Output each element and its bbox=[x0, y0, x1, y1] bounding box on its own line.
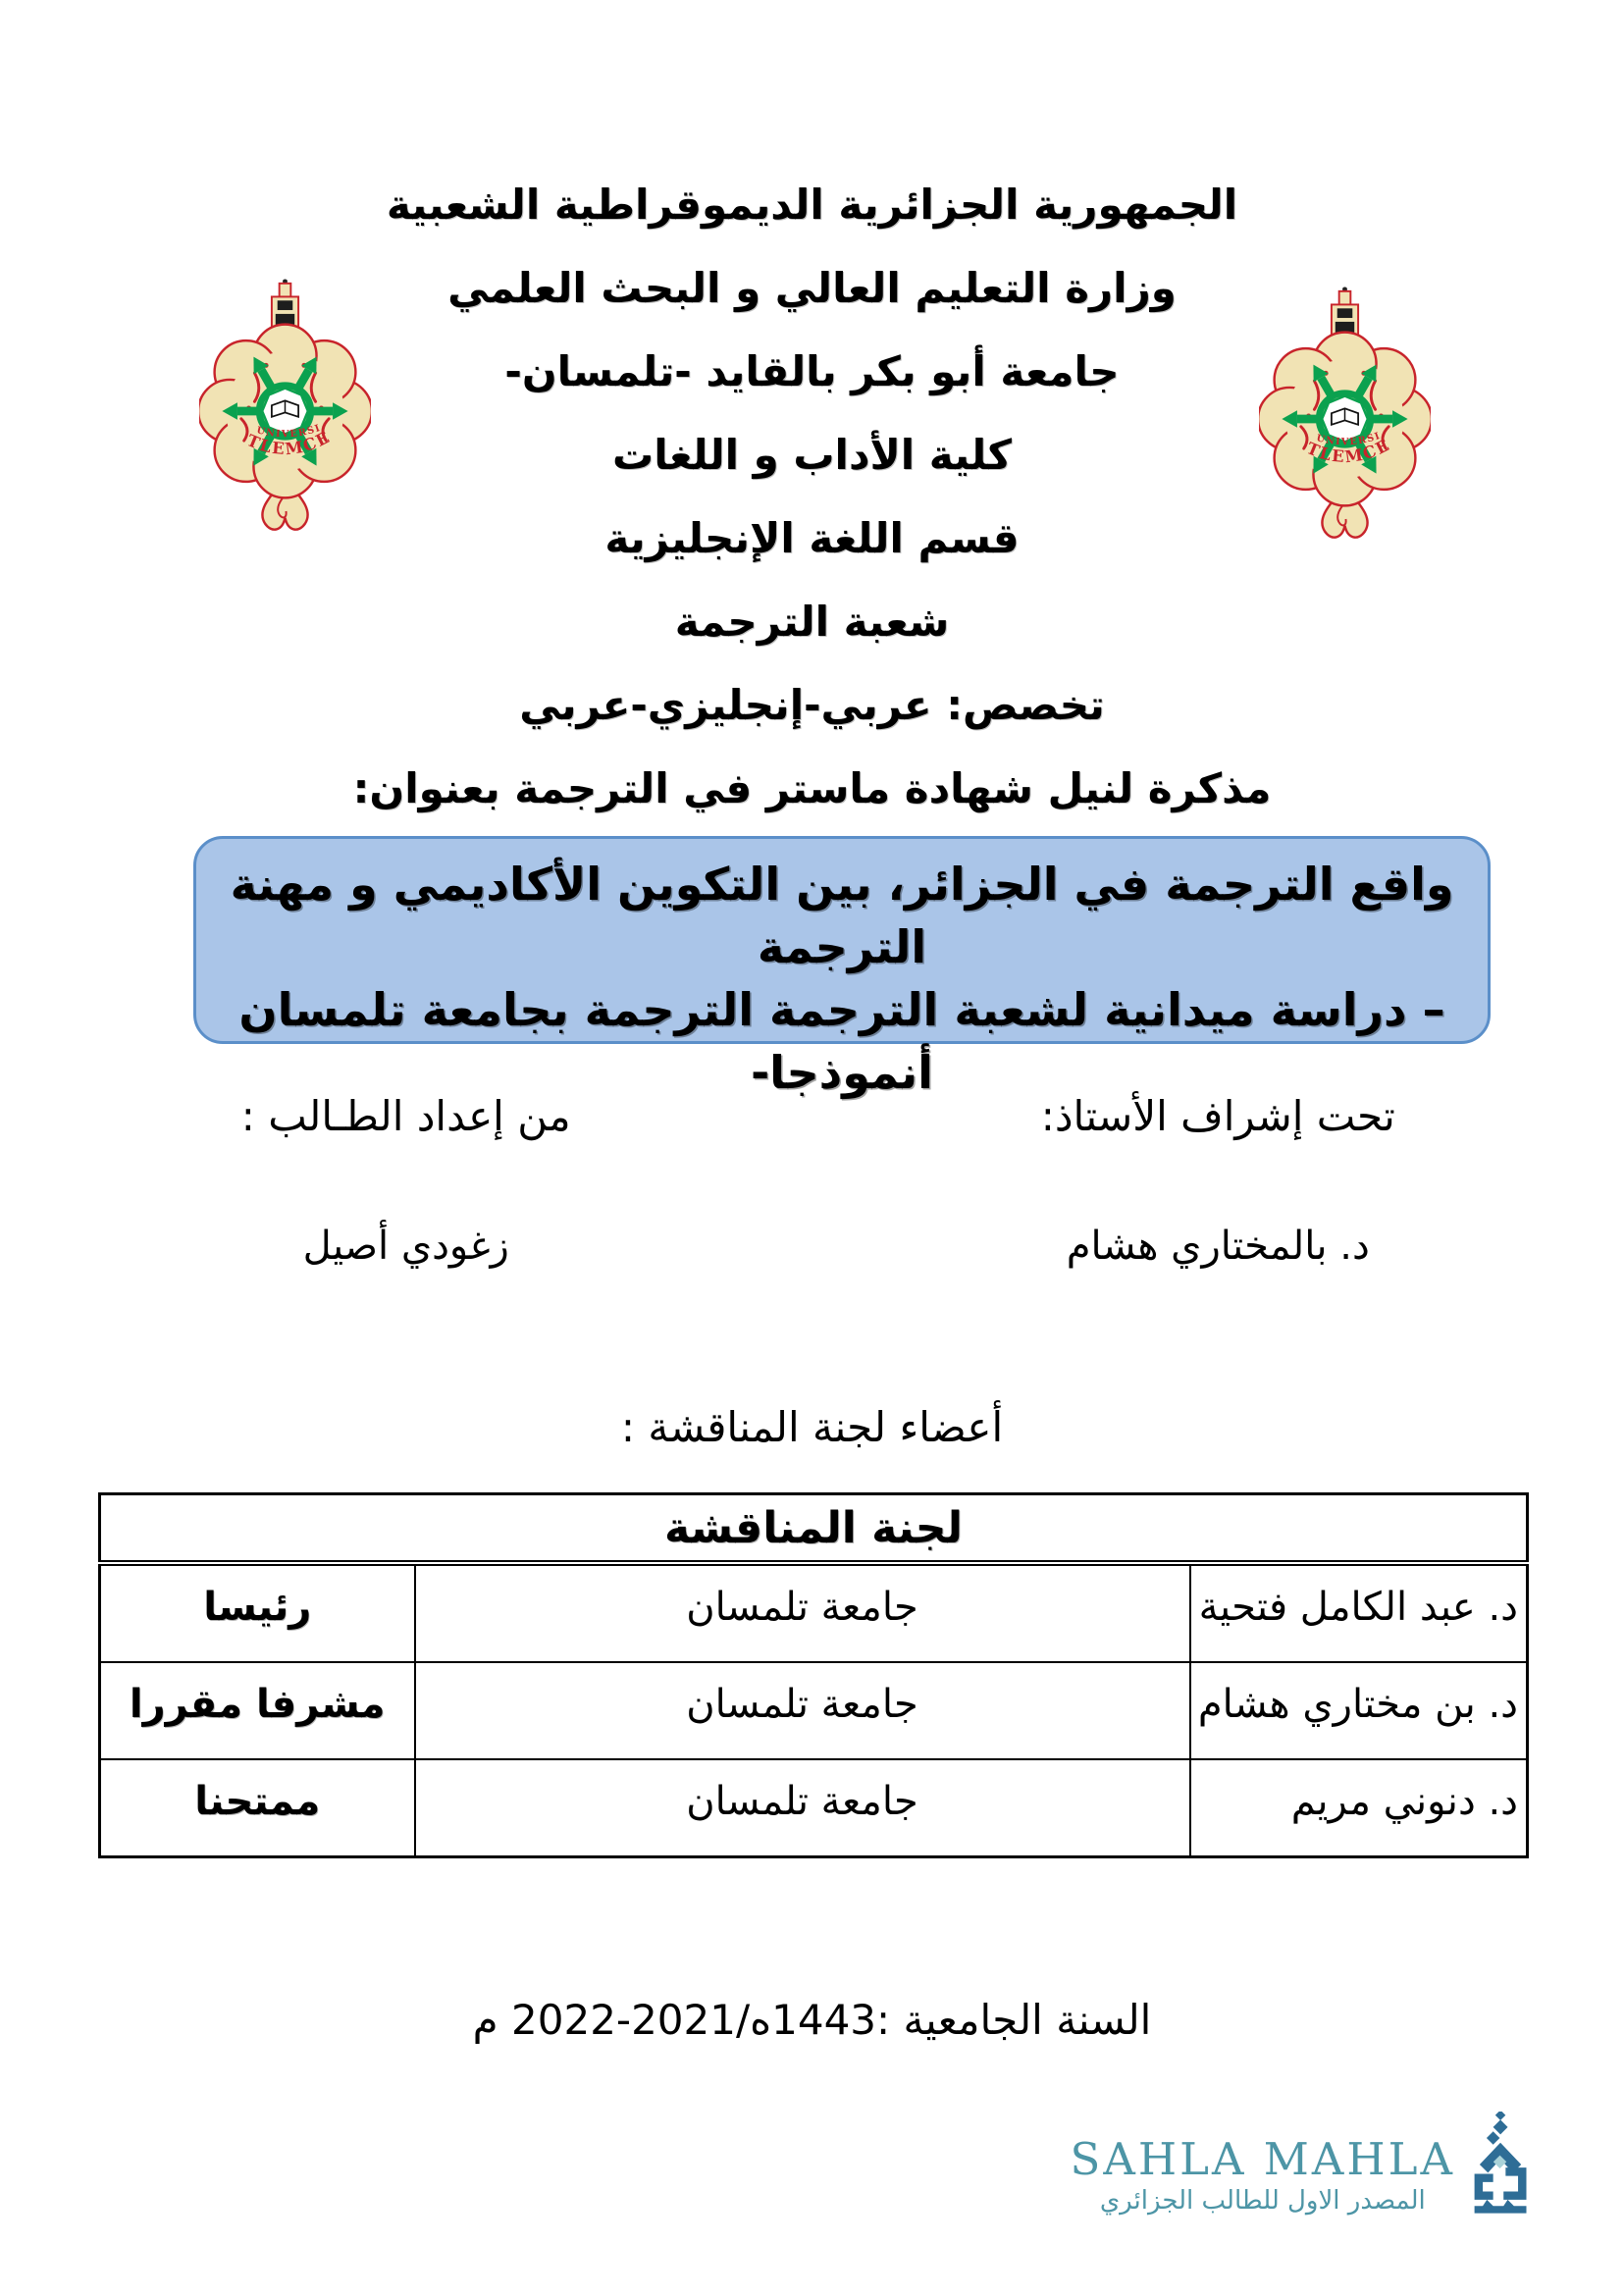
committee-table-title: لجنة المناقشة bbox=[100, 1494, 1528, 1564]
sahla-mahla-icon bbox=[1461, 2112, 1538, 2219]
university-logo-left bbox=[199, 278, 371, 545]
header-line-ministry: وزارة التعليم العالي و البحث العلمي bbox=[447, 264, 1177, 312]
committee-table-header-row bbox=[100, 1494, 1528, 1564]
thesis-title-box bbox=[193, 836, 1491, 1099]
member-role: مشرفا مقررا bbox=[100, 1662, 415, 1759]
committee-table bbox=[98, 1492, 1529, 1858]
header-line-republic: الجمهورية الجزائرية الديموقراطية الشعبية bbox=[386, 181, 1238, 229]
member-university: جامعة تلمسان bbox=[415, 1759, 1190, 1857]
header-line-speciality: تخصص: عربي-إنجليزي-عربي bbox=[519, 681, 1105, 729]
student-block bbox=[0, 1091, 812, 1270]
member-name: د. دنوني مريم bbox=[1190, 1759, 1528, 1857]
member-role: رئيسا bbox=[100, 1563, 415, 1662]
table-row bbox=[100, 1563, 1528, 1662]
header-line-degree: مذكرة لنيل شهادة ماستر في الترجمة بعنوان: bbox=[352, 764, 1272, 812]
sahla-mahla-wordmark: SAHLA MAHLA bbox=[1070, 2133, 1455, 2185]
thesis-title-line1: واقع الترجمة في الجزائر، بين التكوين الأكاديمي و مهنة الترجمة bbox=[230, 858, 1454, 973]
student-name: زغودي أصيل bbox=[302, 1224, 509, 1269]
member-role: ممتحنا bbox=[100, 1759, 415, 1857]
supervisor-name: د. بالمختاري هشام bbox=[1066, 1224, 1370, 1269]
member-name: د. بن مختاري هشام bbox=[1190, 1662, 1528, 1759]
member-name: د. عبد الكامل فتحية bbox=[1190, 1563, 1528, 1662]
header-line-faculty: كلية الأداب و اللغات bbox=[612, 431, 1012, 479]
member-university: جامعة تلمسان bbox=[415, 1563, 1190, 1662]
sahla-mahla-tagline: المصدر الاول للطالب الجزائري bbox=[1099, 2186, 1426, 2216]
academic-year: السنة الجامعية :1443ه/2021-2022 م bbox=[472, 1996, 1152, 2044]
committee-intro: أعضاء لجنة المناقشة : bbox=[620, 1403, 1004, 1451]
sahla-mahla-text bbox=[1070, 2133, 1455, 2218]
sahla-mahla-logo bbox=[1071, 2112, 1538, 2219]
student-label: من إعداد الطـالب : bbox=[240, 1092, 571, 1140]
header-line-branch: شعبة الترجمة bbox=[674, 598, 950, 646]
table-row bbox=[100, 1662, 1528, 1759]
supervisor-label: تحت إشراف الأستاذ: bbox=[1040, 1092, 1395, 1140]
member-university: جامعة تلمسان bbox=[415, 1662, 1190, 1759]
university-logo-right bbox=[1259, 286, 1431, 552]
authors-row bbox=[0, 1091, 1624, 1270]
header-line-university: جامعة أبو بكر بالقايد -تلمسان- bbox=[504, 347, 1120, 395]
table-row bbox=[100, 1759, 1528, 1857]
header-line-department: قسم اللغة الإنجليزية bbox=[604, 514, 1020, 562]
supervisor-block bbox=[812, 1091, 1624, 1270]
thesis-title-line2: – دراسة ميدانية لشعبة الترجمة الترجمة بجامعة تلمسان أنموذجا- bbox=[238, 983, 1445, 1099]
